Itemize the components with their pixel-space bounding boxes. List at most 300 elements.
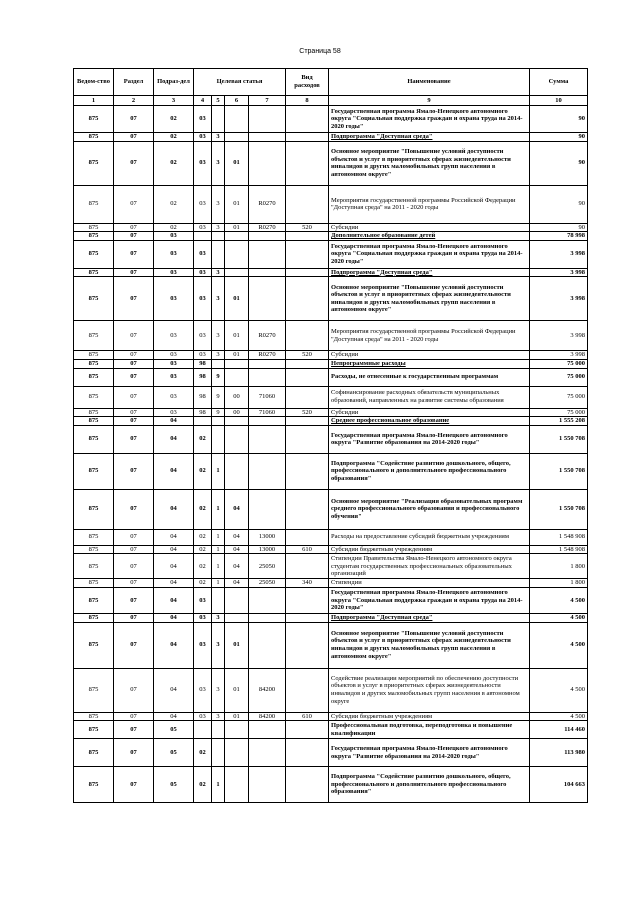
cell-subprogram: 3 [212, 712, 225, 721]
cell-subsection: 02 [154, 185, 194, 223]
cell-amount: 90 [530, 106, 588, 133]
cell-amount: 90 [530, 133, 588, 142]
cell-section: 07 [114, 613, 154, 622]
table-row [74, 277, 588, 321]
cell-measure [225, 240, 249, 268]
cell-name: Государственная программа Ямало-Ненецкого автономного округа "Социальная поддержка граждан и охрана труда на 2014-2020 годы" [329, 240, 530, 268]
table-row [74, 368, 588, 386]
cell-direction: 84200 [249, 668, 286, 712]
cell-measure [225, 721, 249, 739]
cell-subprogram [212, 106, 225, 133]
cell-expense-type: 520 [286, 408, 329, 417]
cell-dept: 875 [74, 223, 114, 232]
cell-subsection: 04 [154, 622, 194, 668]
cell-subsection: 04 [154, 529, 194, 545]
cell-subprogram: 3 [212, 321, 225, 351]
cell-dept: 875 [74, 554, 114, 579]
cell-subsection: 04 [154, 712, 194, 721]
cell-name: Софинансирование расходных обязательств муниципальных образований, направленных на развитие системы образования [329, 386, 530, 408]
cell-name: Подпрограмма "Доступная среда" [329, 613, 530, 622]
cell-expense-type [286, 489, 329, 529]
cell-direction: 13000 [249, 545, 286, 554]
table-row [74, 141, 588, 185]
cell-section: 07 [114, 232, 154, 241]
table-row [74, 240, 588, 268]
cell-expense-type [286, 554, 329, 579]
cell-dept: 875 [74, 668, 114, 712]
cell-name: Основное мероприятие "Реализация образовательных программ среднего профессионального образования и профессионального обучения" [329, 489, 530, 529]
cell-section: 07 [114, 425, 154, 453]
cell-measure [225, 417, 249, 426]
page-number: Страница 58 [299, 48, 341, 55]
cell-expense-type [286, 240, 329, 268]
cell-program: 98 [194, 408, 212, 417]
cell-measure: 01 [225, 351, 249, 360]
cell-name: Мероприятия государственной программы Российской Федерации "Доступная среда" на 2011 - 2020 годы [329, 321, 530, 351]
cell-subsection: 03 [154, 268, 194, 277]
cell-subsection: 03 [154, 240, 194, 268]
cell-subsection: 03 [154, 359, 194, 368]
cell-dept: 875 [74, 767, 114, 803]
cell-program: 02 [194, 425, 212, 453]
cell-program: 03 [194, 613, 212, 622]
cell-subprogram: 3 [212, 268, 225, 277]
cell-amount: 3 998 [530, 240, 588, 268]
cell-section: 07 [114, 739, 154, 767]
cell-dept: 875 [74, 579, 114, 588]
cell-subprogram: 9 [212, 386, 225, 408]
table-row [74, 223, 588, 232]
column-number: 4 [194, 96, 212, 106]
cell-name: Государственная программа Ямало-Ненецкого автономного округа "Социальная поддержка граждан и охрана труда на 2014-2020 годы" [329, 106, 530, 133]
cell-measure: 01 [225, 277, 249, 321]
cell-program: 03 [194, 223, 212, 232]
cell-program: 98 [194, 359, 212, 368]
cell-section: 07 [114, 408, 154, 417]
cell-amount: 1 548 908 [530, 529, 588, 545]
cell-program: 03 [194, 321, 212, 351]
cell-amount: 1 800 [530, 579, 588, 588]
cell-section: 07 [114, 668, 154, 712]
table-row [74, 587, 588, 613]
cell-program: 02 [194, 579, 212, 588]
cell-section: 07 [114, 351, 154, 360]
cell-amount: 90 [530, 223, 588, 232]
cell-subsection: 04 [154, 545, 194, 554]
cell-subsection: 02 [154, 106, 194, 133]
cell-program: 02 [194, 767, 212, 803]
cell-amount: 104 663 [530, 767, 588, 803]
cell-amount: 4 500 [530, 587, 588, 613]
cell-expense-type [286, 417, 329, 426]
cell-amount: 1 555 208 [530, 417, 588, 426]
cell-direction [249, 232, 286, 241]
cell-direction [249, 721, 286, 739]
cell-section: 07 [114, 277, 154, 321]
cell-dept: 875 [74, 133, 114, 142]
header-dept: Ведом-ство [74, 69, 114, 96]
cell-amount: 3 998 [530, 321, 588, 351]
cell-expense-type [286, 359, 329, 368]
column-number: 2 [114, 96, 154, 106]
cell-measure [225, 133, 249, 142]
column-number: 9 [329, 96, 530, 106]
cell-amount: 90 [530, 141, 588, 185]
cell-subsection: 04 [154, 668, 194, 712]
cell-dept: 875 [74, 529, 114, 545]
cell-name: Государственная программа Ямало-Ненецкого автономного округа "Развитие образования на 2014-2020 годы" [329, 425, 530, 453]
cell-expense-type: 340 [286, 579, 329, 588]
cell-subprogram [212, 721, 225, 739]
cell-amount: 1 800 [530, 554, 588, 579]
cell-amount: 4 500 [530, 613, 588, 622]
cell-expense-type [286, 321, 329, 351]
cell-dept: 875 [74, 321, 114, 351]
cell-direction [249, 133, 286, 142]
cell-measure: 04 [225, 554, 249, 579]
cell-dept: 875 [74, 425, 114, 453]
cell-measure [225, 739, 249, 767]
cell-name: Подпрограмма "Доступная среда" [329, 268, 530, 277]
cell-expense-type [286, 453, 329, 489]
header-expense-type: Вид расходов [286, 69, 329, 96]
cell-measure: 00 [225, 386, 249, 408]
table-row [74, 359, 588, 368]
cell-expense-type [286, 277, 329, 321]
cell-expense-type [286, 141, 329, 185]
cell-measure [225, 359, 249, 368]
table-row [74, 579, 588, 588]
cell-program: 03 [194, 185, 212, 223]
cell-dept: 875 [74, 453, 114, 489]
cell-name: Субсидии [329, 223, 530, 232]
cell-name: Субсидии [329, 408, 530, 417]
cell-dept: 875 [74, 712, 114, 721]
budget-table [73, 68, 588, 803]
cell-measure [225, 453, 249, 489]
cell-subprogram: 3 [212, 185, 225, 223]
cell-program: 03 [194, 106, 212, 133]
cell-program: 02 [194, 489, 212, 529]
table-row [74, 232, 588, 241]
table-row [74, 554, 588, 579]
cell-dept: 875 [74, 240, 114, 268]
cell-program: 03 [194, 133, 212, 142]
cell-dept: 875 [74, 386, 114, 408]
cell-amount: 4 500 [530, 622, 588, 668]
table-row [74, 668, 588, 712]
cell-measure: 04 [225, 545, 249, 554]
cell-name: Субсидии бюджетным учреждениям [329, 712, 530, 721]
cell-measure [225, 587, 249, 613]
cell-subprogram [212, 587, 225, 613]
cell-measure: 01 [225, 622, 249, 668]
cell-direction [249, 425, 286, 453]
header-target: Целевая статья [194, 69, 286, 96]
cell-name: Основное мероприятие "Повышение условий доступности объектов и услуг в приоритетных сферах жизнедеятельности инвалидов и других маломобильных групп населения в автономном округе" [329, 141, 530, 185]
cell-section: 07 [114, 141, 154, 185]
cell-expense-type: 520 [286, 351, 329, 360]
cell-section: 07 [114, 453, 154, 489]
header-sum: Сумма [530, 69, 588, 96]
cell-subsection: 02 [154, 141, 194, 185]
table-row [74, 529, 588, 545]
cell-dept: 875 [74, 613, 114, 622]
table-row [74, 386, 588, 408]
cell-subsection: 02 [154, 133, 194, 142]
cell-direction [249, 240, 286, 268]
cell-direction [249, 613, 286, 622]
cell-subprogram: 1 [212, 453, 225, 489]
cell-program: 03 [194, 587, 212, 613]
header-name: Наименование [329, 69, 530, 96]
cell-dept: 875 [74, 141, 114, 185]
cell-name: Профессиональная подготовка, переподготовка и повышение квалификации [329, 721, 530, 739]
cell-dept: 875 [74, 545, 114, 554]
cell-expense-type [286, 133, 329, 142]
cell-amount: 75 000 [530, 359, 588, 368]
cell-program [194, 417, 212, 426]
cell-subsection: 03 [154, 368, 194, 386]
table-row [74, 545, 588, 554]
cell-direction: R0270 [249, 351, 286, 360]
cell-expense-type [286, 232, 329, 241]
cell-direction: R0270 [249, 185, 286, 223]
cell-direction [249, 141, 286, 185]
cell-section: 07 [114, 106, 154, 133]
cell-amount: 3 998 [530, 268, 588, 277]
cell-measure: 04 [225, 489, 249, 529]
cell-subprogram: 1 [212, 579, 225, 588]
cell-name: Среднее профессиональное образование [329, 417, 530, 426]
cell-section: 07 [114, 133, 154, 142]
cell-subprogram: 1 [212, 554, 225, 579]
cell-expense-type [286, 721, 329, 739]
cell-subprogram: 1 [212, 489, 225, 529]
cell-expense-type [286, 587, 329, 613]
cell-section: 07 [114, 368, 154, 386]
cell-section: 07 [114, 240, 154, 268]
cell-expense-type: 520 [286, 223, 329, 232]
cell-program: 98 [194, 386, 212, 408]
cell-dept: 875 [74, 721, 114, 739]
cell-amount: 90 [530, 185, 588, 223]
table-row [74, 712, 588, 721]
cell-expense-type: 610 [286, 545, 329, 554]
cell-name: Подпрограмма "Доступная среда" [329, 133, 530, 142]
cell-program: 03 [194, 268, 212, 277]
cell-subprogram [212, 232, 225, 241]
cell-expense-type [286, 386, 329, 408]
cell-dept: 875 [74, 106, 114, 133]
table-row [74, 351, 588, 360]
cell-measure: 01 [225, 668, 249, 712]
header-subsection: Подраз-дел [154, 69, 194, 96]
cell-section: 07 [114, 622, 154, 668]
cell-direction: 25050 [249, 554, 286, 579]
cell-subprogram: 3 [212, 223, 225, 232]
cell-amount: 75 000 [530, 368, 588, 386]
cell-section: 07 [114, 417, 154, 426]
cell-amount: 3 998 [530, 277, 588, 321]
column-number: 6 [225, 96, 249, 106]
cell-program: 02 [194, 554, 212, 579]
cell-direction [249, 767, 286, 803]
cell-name: Основное мероприятие "Повышение условий доступности объектов и услуг в приоритетных сферах жизнедеятельности инвалидов и других маломобильных групп населения в автономном округе" [329, 622, 530, 668]
cell-measure: 01 [225, 321, 249, 351]
cell-measure: 01 [225, 185, 249, 223]
cell-subprogram: 3 [212, 277, 225, 321]
cell-subprogram: 1 [212, 529, 225, 545]
cell-section: 07 [114, 554, 154, 579]
table-body [74, 96, 588, 803]
cell-measure [225, 767, 249, 803]
cell-name: Мероприятия государственной программы Российской Федерации "Доступная среда" на 2011 - 2020 годы [329, 185, 530, 223]
cell-subsection: 05 [154, 739, 194, 767]
cell-subprogram: 3 [212, 351, 225, 360]
cell-section: 07 [114, 545, 154, 554]
cell-program [194, 232, 212, 241]
cell-expense-type [286, 368, 329, 386]
cell-subsection: 04 [154, 579, 194, 588]
cell-section: 07 [114, 386, 154, 408]
cell-expense-type [286, 739, 329, 767]
cell-expense-type [286, 106, 329, 133]
cell-program: 98 [194, 368, 212, 386]
cell-amount: 4 500 [530, 668, 588, 712]
cell-program: 02 [194, 739, 212, 767]
cell-expense-type [286, 668, 329, 712]
cell-name: Стипендии [329, 579, 530, 588]
column-number: 1 [74, 96, 114, 106]
cell-direction [249, 417, 286, 426]
cell-measure: 00 [225, 408, 249, 417]
cell-name: Стипендии Правительства Ямало-Ненецкого автономного округа студентам государственных профессиональных образовательных организаций [329, 554, 530, 579]
column-numbers-row [74, 96, 588, 106]
cell-program: 02 [194, 545, 212, 554]
cell-direction [249, 739, 286, 767]
cell-section: 07 [114, 185, 154, 223]
table-row [74, 425, 588, 453]
table-row [74, 268, 588, 277]
cell-section: 07 [114, 721, 154, 739]
cell-subprogram [212, 739, 225, 767]
cell-section: 07 [114, 712, 154, 721]
cell-measure [225, 425, 249, 453]
cell-subsection: 04 [154, 417, 194, 426]
cell-program: 02 [194, 453, 212, 489]
column-number: 10 [530, 96, 588, 106]
cell-subprogram: 1 [212, 767, 225, 803]
cell-dept: 875 [74, 489, 114, 529]
column-number: 7 [249, 96, 286, 106]
cell-expense-type [286, 613, 329, 622]
cell-program: 03 [194, 141, 212, 185]
cell-amount: 114 460 [530, 721, 588, 739]
cell-direction: 13000 [249, 529, 286, 545]
cell-subprogram: 9 [212, 368, 225, 386]
cell-subprogram [212, 359, 225, 368]
cell-subsection: 03 [154, 408, 194, 417]
cell-expense-type [286, 185, 329, 223]
cell-program: 03 [194, 668, 212, 712]
cell-name: Государственная программа Ямало-Ненецкого автономного округа "Развитие образования на 2014-2020 годы" [329, 739, 530, 767]
cell-measure: 01 [225, 141, 249, 185]
cell-program: 03 [194, 240, 212, 268]
cell-measure [225, 232, 249, 241]
cell-amount: 113 980 [530, 739, 588, 767]
table-row [74, 721, 588, 739]
table-row [74, 453, 588, 489]
cell-expense-type [286, 268, 329, 277]
cell-subsection: 05 [154, 721, 194, 739]
cell-measure: 01 [225, 712, 249, 721]
cell-subprogram: 3 [212, 133, 225, 142]
cell-amount: 78 998 [530, 232, 588, 241]
cell-subprogram: 9 [212, 408, 225, 417]
cell-dept: 875 [74, 232, 114, 241]
cell-dept: 875 [74, 185, 114, 223]
cell-dept: 875 [74, 408, 114, 417]
cell-expense-type: 610 [286, 712, 329, 721]
cell-amount: 1 548 908 [530, 545, 588, 554]
cell-direction [249, 489, 286, 529]
table-row [74, 321, 588, 351]
table-row [74, 767, 588, 803]
cell-name: Подпрограмма "Содействие развитию дошкольного, общего, профессионального и дополнительного профессионального образования" [329, 453, 530, 489]
cell-name: Подпрограмма "Содействие развитию дошкольного, общего, профессионального и дополнительного профессионального образования" [329, 767, 530, 803]
column-number: 5 [212, 96, 225, 106]
cell-section: 07 [114, 268, 154, 277]
cell-name: Субсидии [329, 351, 530, 360]
cell-program: 03 [194, 351, 212, 360]
cell-dept: 875 [74, 587, 114, 613]
table-row [74, 185, 588, 223]
cell-name: Основное мероприятие "Повышение условий доступности объектов и услуг в приоритетных сферах жизнедеятельности инвалидов и других маломобильных групп населения в автономном округе" [329, 277, 530, 321]
column-number: 3 [154, 96, 194, 106]
cell-subsection: 03 [154, 321, 194, 351]
cell-measure: 01 [225, 223, 249, 232]
cell-expense-type [286, 425, 329, 453]
table-row [74, 622, 588, 668]
cell-section: 07 [114, 489, 154, 529]
cell-subsection: 04 [154, 613, 194, 622]
cell-program [194, 721, 212, 739]
table-row [74, 613, 588, 622]
cell-measure: 04 [225, 529, 249, 545]
cell-amount: 1 550 708 [530, 489, 588, 529]
cell-measure: 04 [225, 579, 249, 588]
cell-amount: 75 000 [530, 408, 588, 417]
cell-amount: 1 550 708 [530, 453, 588, 489]
cell-expense-type [286, 529, 329, 545]
cell-direction [249, 268, 286, 277]
header-section: Раздел [114, 69, 154, 96]
cell-subsection: 03 [154, 232, 194, 241]
cell-direction: 25050 [249, 579, 286, 588]
cell-direction: R0270 [249, 321, 286, 351]
cell-subsection: 03 [154, 351, 194, 360]
cell-direction [249, 359, 286, 368]
cell-name: Субсидии бюджетным учреждениям [329, 545, 530, 554]
cell-direction: 71060 [249, 386, 286, 408]
cell-program: 03 [194, 622, 212, 668]
table-row [74, 417, 588, 426]
cell-measure [225, 613, 249, 622]
cell-subsection: 04 [154, 453, 194, 489]
cell-dept: 875 [74, 622, 114, 668]
cell-amount: 3 998 [530, 351, 588, 360]
